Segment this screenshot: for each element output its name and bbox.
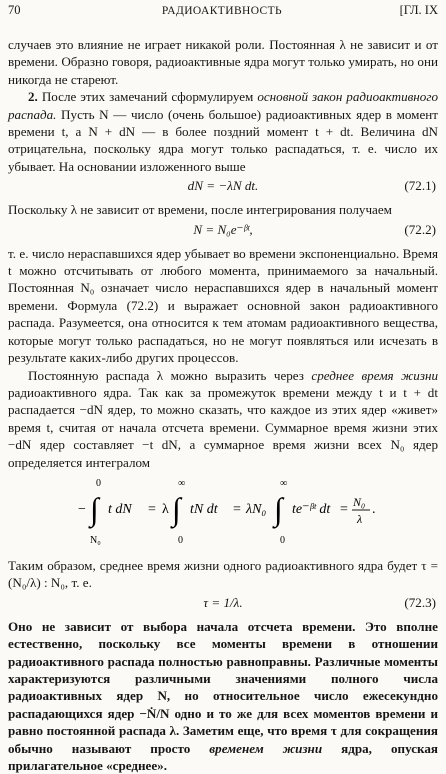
emphasis-mean-lifetime: среднее время жизни xyxy=(311,367,438,383)
paragraph-mean-lifetime xyxy=(8,367,438,471)
paragraph-conclusion xyxy=(8,618,438,774)
text-run: Постоянную распада λ можно выразить через xyxy=(28,367,312,383)
limit-upper: ∞ xyxy=(280,477,288,489)
fraction-numerator: N₀ xyxy=(353,494,366,509)
paragraph-continuation: случаев это влияние не играет никакой роли. Постоянная λ не зависит и от времени. Образно говоря, радиоактивные ядра могут только умирать, но они никогда не стареют. xyxy=(8,37,438,87)
limit-lower: 0 xyxy=(178,534,183,546)
fraction-denominator: λ xyxy=(357,511,363,526)
period: . xyxy=(372,501,376,517)
equation-formula: dN = −λN dt. xyxy=(187,178,259,194)
paragraph-decay-law xyxy=(8,88,438,175)
integral-sign: ∫ xyxy=(274,490,283,527)
equation-72-2 xyxy=(8,221,438,243)
minus-sign: − xyxy=(78,501,86,517)
emphasis-lifetime: временем жизни xyxy=(209,740,323,756)
equation-72-1 xyxy=(8,177,438,199)
integrand: te⁻ᵝᵗ dt xyxy=(292,501,331,517)
section-number: 2. xyxy=(28,89,38,105)
page-body xyxy=(8,36,438,774)
equation-72-3 xyxy=(8,594,438,616)
page-header xyxy=(6,2,438,20)
limit-upper: 0 xyxy=(96,477,101,489)
paragraph-tau: Таким образом, среднее время жизни одного радиоактивного ядра будет τ = (N₀/λ) : N₀, т. е. xyxy=(8,557,438,591)
running-title: РАДИОАКТИВНОСТЬ xyxy=(161,5,283,17)
equation-number: (72.1) xyxy=(404,178,436,194)
integral-svg xyxy=(78,475,378,549)
bold-text-run: ядра, опуская прилагательное «среднее». xyxy=(8,740,438,773)
text-run: Пусть N — число (очень большое) радиоактивных ядер в момент времени t, а N + dN — в более поздний момент t + dt. Величина dN отрицательна, поскольку ядра могут только распадаться, т. е. число их убывает. На основании изложенного выше xyxy=(8,106,438,174)
integral-sign: ∫ xyxy=(172,490,181,527)
equation-formula: N = N₀e⁻ᵝᵗ, xyxy=(193,221,253,237)
limit-lower: 0 xyxy=(280,534,285,546)
limit-upper: ∞ xyxy=(178,477,186,489)
paragraph-integration: Поскольку λ не зависит от времени, после интегрирования получаем xyxy=(8,202,392,218)
emphasis-decay-law: основной закон радиоактивного распада. xyxy=(8,89,438,122)
bold-text-run: Оно не зависит от выбора начала отсчета времени. Это вполне естественно, поскольку все моменты времени в отношении радиоактивного распада полностью равноправны. Различные моменты характеризуются различными значениями полного числа радиоактивных ядер N, но относительное число ежесекундно распадающихся ядер −Ṅ/N одно и то же для всех моментов времени и равно постоянной распада λ. Заметим еще, что время τ для сокращения обычно называют просто xyxy=(8,618,438,756)
text-run: радиоактивного ядра. Так как за промежуток времени между t и t + dt распадается −dN ядер, то можно сказать, что каждое из этих ядер «живет» время t, считая от начала отсчета времени. Суммарное время жизни этих −dN ядер составляет −t dN, а суммарное время жизни всех N₀ ядер определяется интегралом xyxy=(8,384,438,470)
integrand: t dN xyxy=(108,501,132,517)
limit-lower: N₀ xyxy=(90,534,101,546)
paragraph-exponential: т. е. число нераспавшихся ядер убывает во времени экспоненциально. Время t можно отсчитывать от любого момента, принимаемого за начальный. Постоянная N₀ означает число нераспавшихся ядер в начальный момент времени. Формула (72.2) и выражает основной закон радиоактивного распада. Разумеется, она относится к тем атомам радиоактивного вещества, которые могут только распадаться, но не могут появляться или исчезать в результате каких-либо других процессов. xyxy=(8,245,438,366)
equals-sign: = xyxy=(340,501,348,517)
equation-number: (72.3) xyxy=(404,594,436,610)
lambda: λ xyxy=(162,501,169,517)
integrand: tN dt xyxy=(190,501,218,517)
lambda-n0: λN₀ xyxy=(246,501,267,517)
equals-sign: = xyxy=(148,501,156,517)
page-number: 70 xyxy=(8,3,21,17)
text-run: После этих замечаний сформулируем xyxy=(37,89,258,105)
chapter-marker: [ГЛ. IX xyxy=(399,3,438,17)
equation-formula: τ = 1/λ. xyxy=(203,594,243,610)
equals-sign: = xyxy=(233,501,241,517)
integral-sign: ∫ xyxy=(90,490,99,527)
integral-equation xyxy=(8,475,438,549)
equation-number: (72.2) xyxy=(404,221,436,237)
